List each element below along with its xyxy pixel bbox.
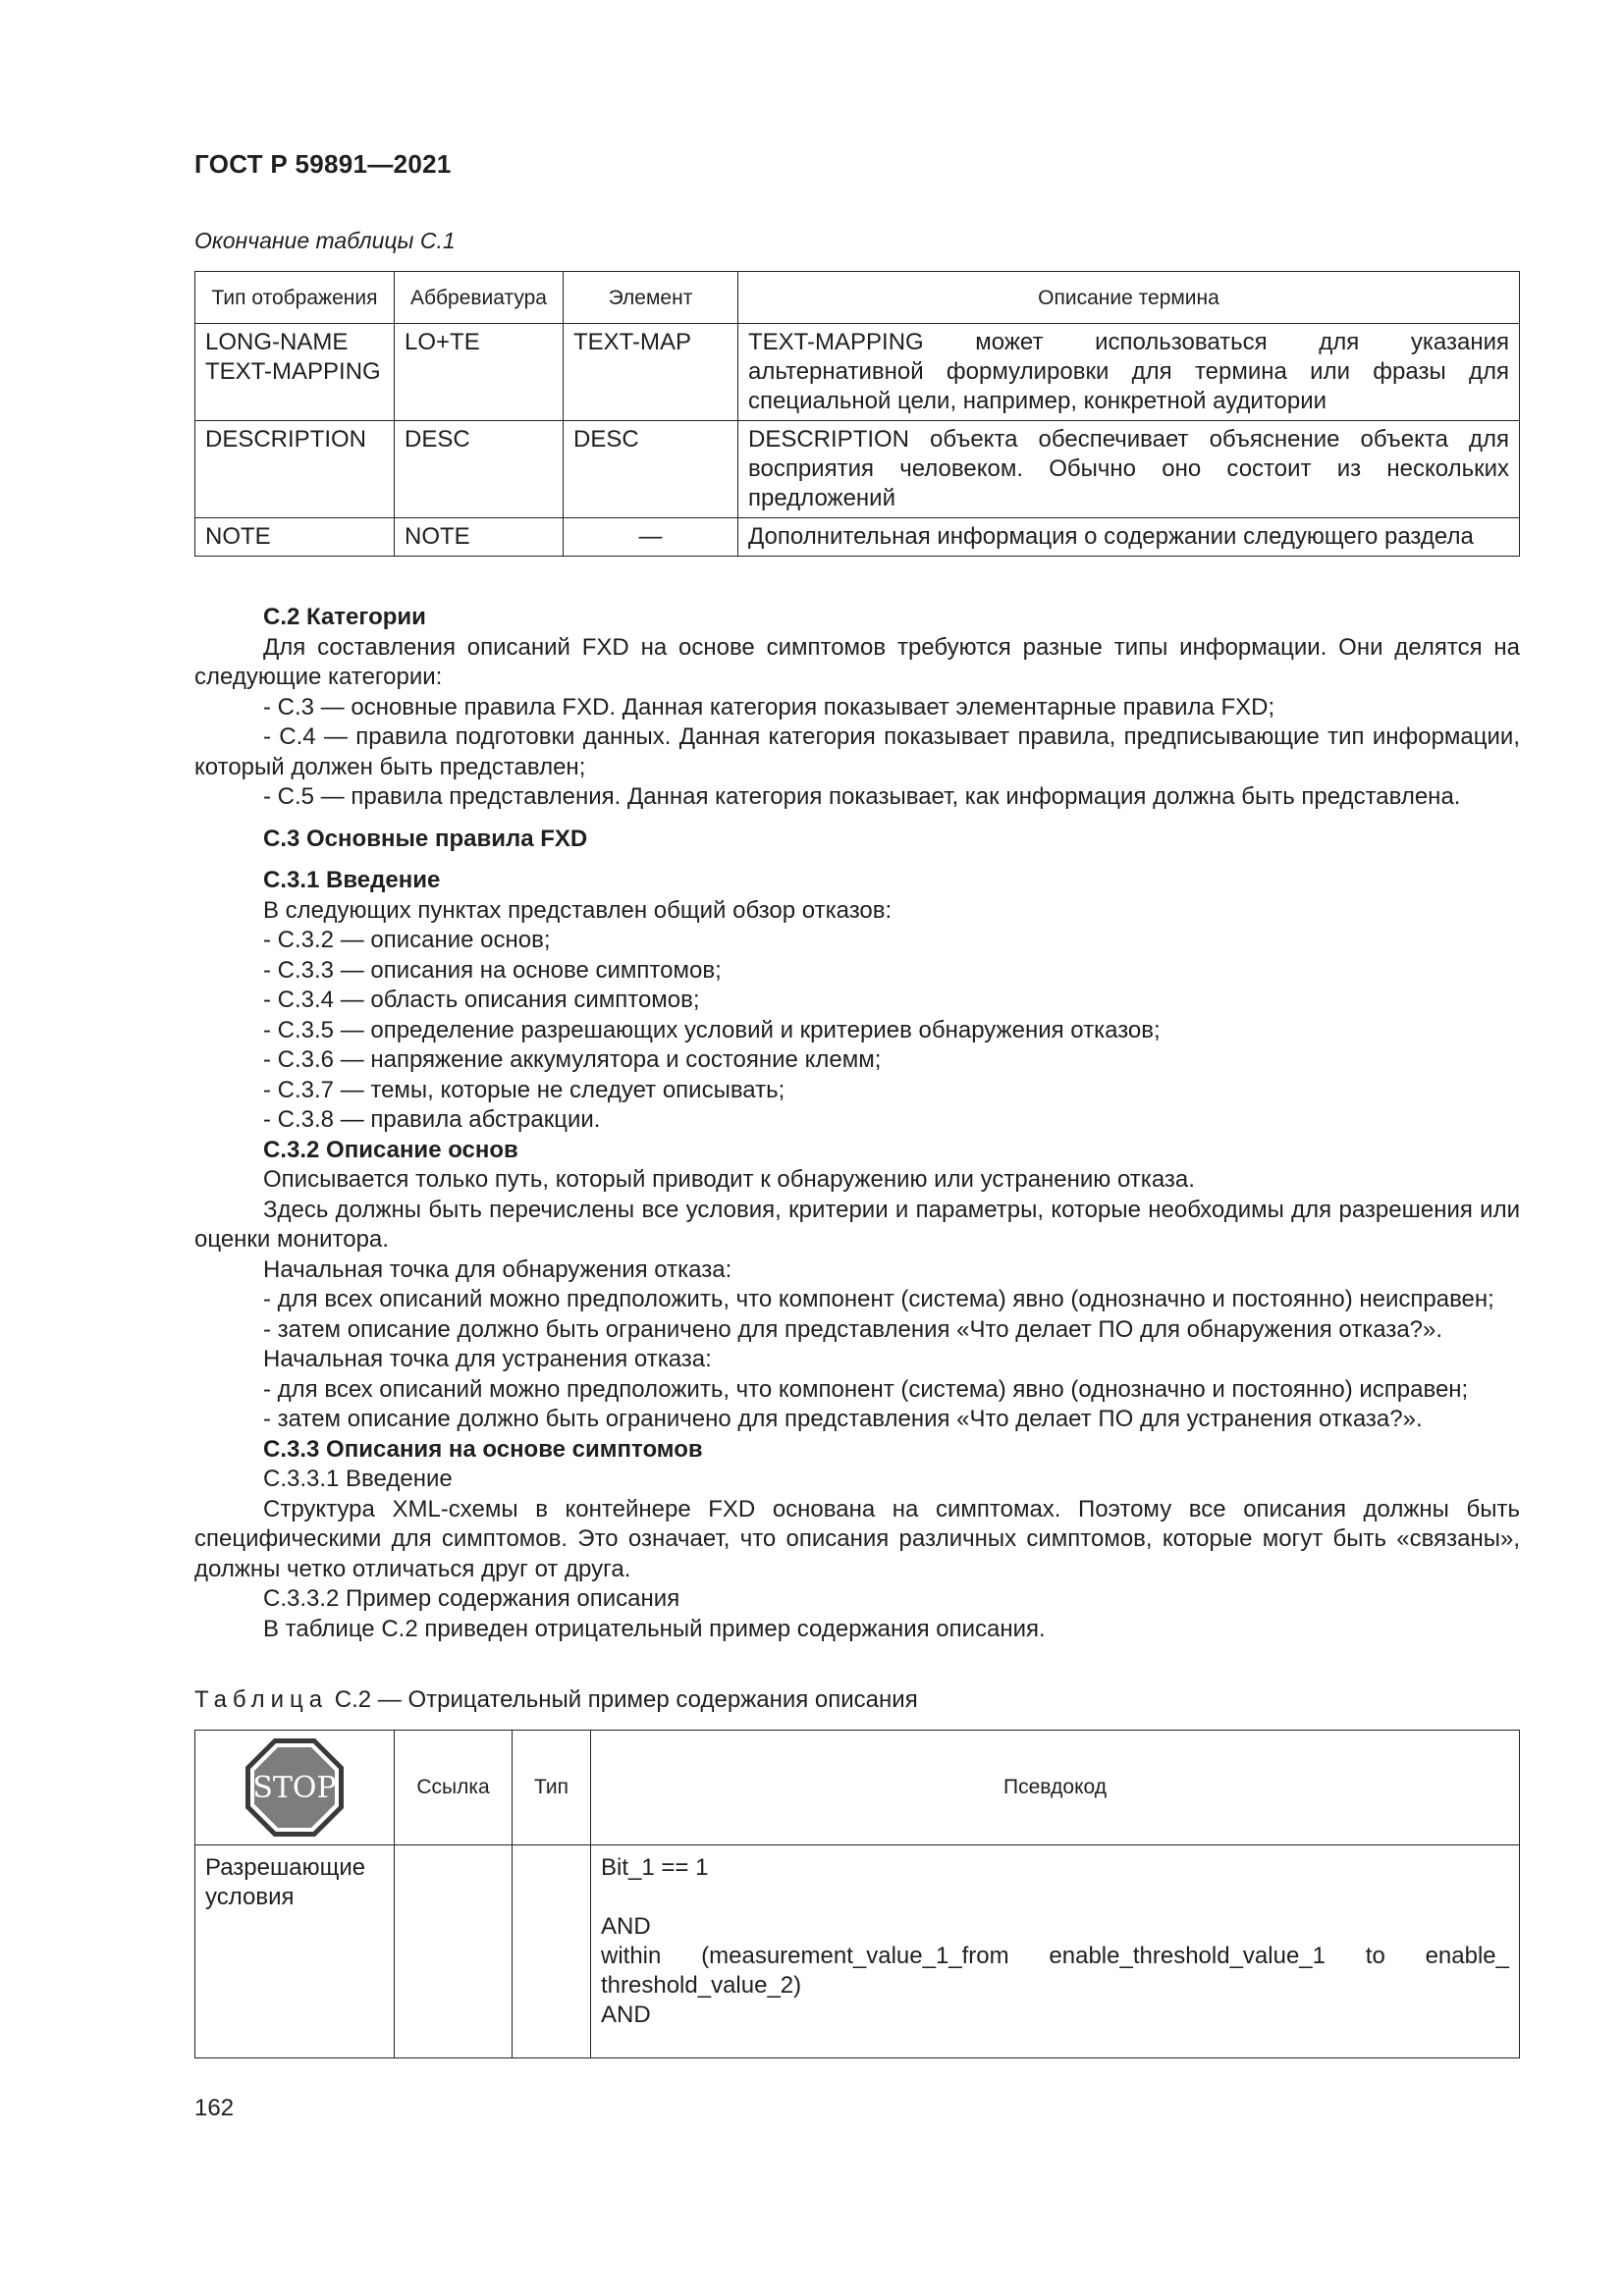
list-item: - С.3.4 — область описания симптомов; <box>263 987 700 1013</box>
paragraph: Начальная точка для устранения отказа: <box>263 1346 712 1372</box>
header-cell: Тип отображения <box>195 272 395 324</box>
paragraph: Для составления описаний FXD на основе симптомов требуются разные типы информации. Они делятся на следующие категории: <box>194 633 1520 690</box>
subsection-heading: С.3.3 Описания на основе симптомов <box>263 1435 703 1463</box>
list-item: - для всех описаний можно предположить, что компонент (система) явно (однозначно и постоянно) исправен; <box>263 1375 1469 1403</box>
cell-desc: Дополнительная информация о содержании следующего раздела <box>738 518 1520 557</box>
list-item: - С.3.5 — определение разрешающих условий и критериев обнаружения отказов; <box>263 1016 1161 1043</box>
cell-pseudocode <box>591 1845 1520 2058</box>
cell-type: LONG-NAME TEXT-MAPPING <box>195 324 395 421</box>
table-row <box>195 1845 1520 2058</box>
paragraph: Описывается только путь, который приводит к обнаружению или устранению отказа. <box>263 1166 1195 1193</box>
header-cell: Тип <box>513 1731 591 1845</box>
list-item: - затем описание должно быть ограничено для представления «Что делает ПО для обнаружения отказа?». <box>263 1315 1443 1343</box>
table-c1 <box>194 271 1520 557</box>
table-caption-prefix: Таблица <box>194 1686 329 1713</box>
subsubsection-heading: С.3.3.2 Пример содержания описания <box>263 1585 680 1612</box>
header-cell: Элемент <box>564 272 738 324</box>
table-header-row <box>195 1731 1520 1845</box>
section-heading: С.2 Категории <box>263 604 426 630</box>
header-cell: Описание термина <box>738 272 1520 324</box>
table-row <box>195 518 1520 557</box>
cell-abbr: LO+TE <box>395 324 564 421</box>
document-code: ГОСТ Р 59891—2021 <box>194 149 452 179</box>
table-header-row <box>195 272 1520 324</box>
stop-sign-cell <box>195 1731 395 1845</box>
page-number: 162 <box>194 2095 235 2121</box>
subsection-heading: С.3.2 Описание основ <box>263 1136 518 1163</box>
cell-abbr: NOTE <box>395 518 564 557</box>
code-line: Bit_1 == 1 <box>601 1854 709 1881</box>
list-item: - С.4 — правила подготовки данных. Данная категория показывает правила, предписывающие тип информации, который должен быть представлен; <box>194 723 1520 780</box>
cell-element: DESC <box>564 421 738 518</box>
list-item: - С.3 — основные правила FXD. Данная категория показывает элементарные правила FXD; <box>263 693 1275 721</box>
document-body <box>194 603 1520 1644</box>
cell-type: DESCRIPTION <box>195 421 395 518</box>
cell-abbr: DESC <box>395 421 564 518</box>
table-caption-text: С.2 — Отрицательный пример содержания описания <box>328 1686 918 1713</box>
header-cell: Аббревиатура <box>395 272 564 324</box>
code-line: AND <box>601 1913 651 1940</box>
table-c2-caption <box>194 1686 918 1714</box>
cell-ref <box>395 1845 513 2058</box>
cell-desc: TEXT-MAPPING может использоваться для указания альтернативной формулировки для термина или фразы для специальной цели, например, конкретной аудитории <box>738 324 1520 421</box>
list-item: - С.3.6 — напряжение аккумулятора и состояние клемм; <box>263 1046 882 1073</box>
cell-desc: DESCRIPTION объекта обеспечивает объяснение объекта для восприятия человеком. Обычно оно состоит из нескольких предложений <box>738 421 1520 518</box>
table-continuation-caption: Окончание таблицы С.1 <box>194 228 456 253</box>
stop-sign-text: STOP <box>252 1771 337 1805</box>
section-heading: С.3 Основные правила FXD <box>263 825 588 852</box>
table-row <box>195 421 1520 518</box>
paragraph: Начальная точка для обнаружения отказа: <box>263 1255 732 1283</box>
cell-element: TEXT-MAP <box>564 324 738 421</box>
stop-sign-icon <box>244 1736 346 1839</box>
list-item: - С.3.7 — темы, которые не следует описывать; <box>263 1076 785 1103</box>
header-cell: Ссылка <box>395 1731 513 1845</box>
table-row <box>195 324 1520 421</box>
paragraph: В следующих пунктах представлен общий обзор отказов: <box>263 896 893 924</box>
code-line: threshold_value_2) <box>601 1972 802 1999</box>
list-item: - для всех описаний можно предположить, что компонент (система) явно (однозначно и постоянно) неисправен; <box>263 1286 1494 1312</box>
list-item: - С.5 — правила представления. Данная категория показывает, как информация должна быть представлена. <box>263 783 1461 810</box>
paragraph: В таблице С.2 приведен отрицательный пример содержания описания. <box>263 1615 1046 1642</box>
cell-element: — <box>564 518 738 557</box>
paragraph: Здесь должны быть перечислены все условия, критерии и параметры, которые необходимы для разрешения или оценки монитора. <box>194 1196 1520 1253</box>
list-item: - С.3.8 — правила абстракции. <box>263 1106 601 1133</box>
cell-type <box>513 1845 591 2058</box>
list-item: - С.3.2 — описание основ; <box>263 927 551 953</box>
list-item: - затем описание должно быть ограничено для представления «Что делает ПО для устранения отказа?». <box>263 1406 1423 1432</box>
cell-type: NOTE <box>195 518 395 557</box>
code-line: within (measurement_value_1_from enable_threshold_value_1 to enable_ <box>601 1943 1509 1969</box>
cell-label: Разрешающие условия <box>195 1845 395 2058</box>
code-line: AND <box>601 2002 651 2028</box>
table-c2 <box>194 1730 1520 2058</box>
paragraph: Структура XML-схемы в контейнере FXD основана на симптомах. Поэтому все описания должны быть специфическими для симптомов. Это означает, что описания различных симптомов, которые могут быть «связаны», должны четко отличаться друг от друга. <box>194 1495 1520 1582</box>
header-cell: Псевдокод <box>591 1731 1520 1845</box>
subsection-heading: С.3.1 Введение <box>263 867 441 893</box>
subsubsection-heading: С.3.3.1 Введение <box>263 1466 453 1492</box>
list-item: - С.3.3 — описания на основе симптомов; <box>263 956 722 984</box>
